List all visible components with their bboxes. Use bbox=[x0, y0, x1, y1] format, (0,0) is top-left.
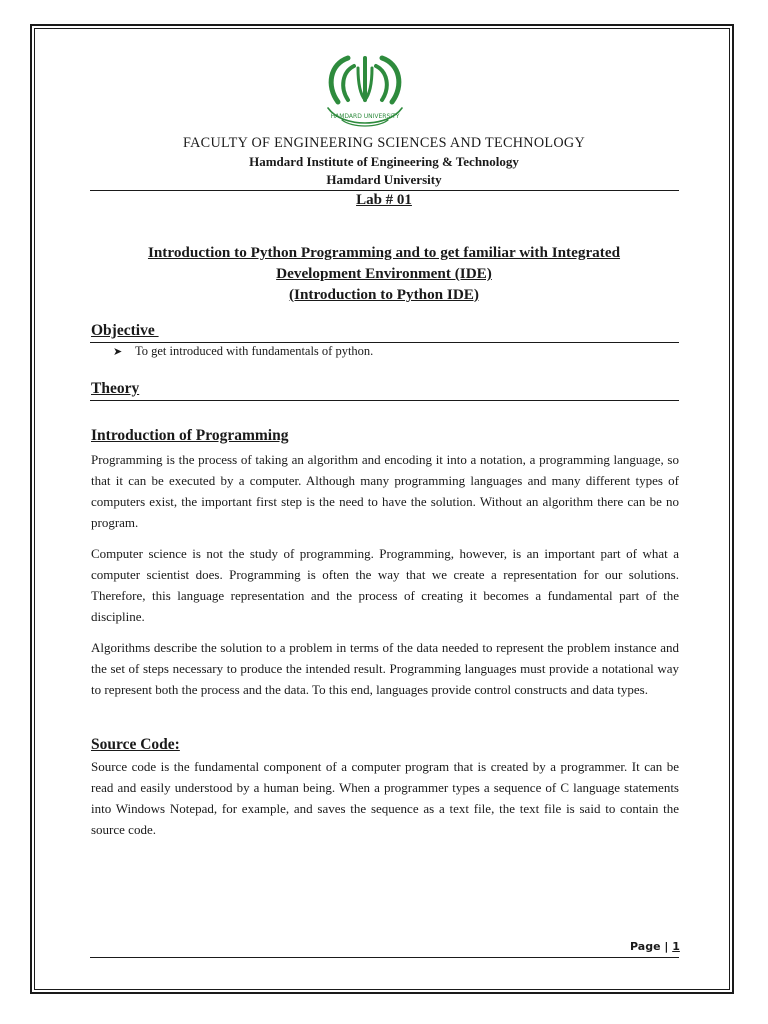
university-logo bbox=[318, 50, 412, 136]
page-number bbox=[630, 940, 680, 953]
title-line-1: Introduction to Python Programming and to get familiar with Integrated bbox=[147, 244, 621, 261]
source-code-paragraph: Source code is the fundamental component of a computer program that is created by a programmer. It can be read and easily understood by a human being. When a programmer types a sequence of C language statements into Windows Notepad, for example, and saves the sequence as a text file, the text file is said to contain the source code. bbox=[91, 759, 679, 837]
title-line-3: (Introduction to Python IDE) bbox=[288, 286, 479, 303]
page-number-value: 1 bbox=[672, 940, 680, 953]
lab-number: Lab # 01 bbox=[356, 192, 412, 208]
footer-rule bbox=[90, 957, 679, 958]
university-name: Hamdard University bbox=[326, 172, 442, 187]
intro-paragraph-1: Programming is the process of taking an algorithm and encoding it into a notation, a programming language, so that it can be executed by a computer. Although many programming languages and many different types of computers exist, the important first step is the need to have the solution. Without an algorithm there can be no program. bbox=[91, 452, 679, 530]
intro-paragraph-3: Algorithms describe the solution to a problem in terms of the data needed to represent the problem instance and the set of steps necessary to produce the intended result. Programming languages must provide a notational way to represent both the process and the data. To this end, languages provide control constructs and data types. bbox=[91, 640, 679, 697]
title-line-2: Development Environment (IDE) bbox=[276, 265, 492, 282]
objective-text: To get introduced with fundamentals of python. bbox=[135, 344, 374, 358]
objective-rule bbox=[90, 342, 679, 343]
page-label: Page | bbox=[630, 940, 673, 953]
theory-heading: Theory bbox=[91, 380, 140, 397]
source-code-heading: Source Code: bbox=[91, 736, 180, 753]
objective-heading: Objective bbox=[91, 322, 159, 339]
logo-lettering: HAMDARD UNIVERSITY bbox=[330, 113, 400, 120]
intro-programming-heading: Introduction of Programming bbox=[91, 427, 289, 444]
faculty-name: FACULTY OF ENGINEERING SCIENCES AND TECHNOLOGY bbox=[183, 135, 585, 151]
theory-rule bbox=[90, 400, 679, 401]
institute-name: Hamdard Institute of Engineering & Technology bbox=[249, 154, 519, 169]
header-rule bbox=[90, 190, 679, 191]
objective-list-item bbox=[113, 344, 373, 359]
arrow-bullet-icon: ➤ bbox=[113, 345, 123, 358]
intro-paragraph-2: Computer science is not the study of programming. Programming, however, is an important part of what a computer scientist does. Programming is often the way that we create a representation for our solutions. Therefore, this language representation and the process of creating it becomes a fundamental part of the discipline. bbox=[91, 546, 679, 624]
